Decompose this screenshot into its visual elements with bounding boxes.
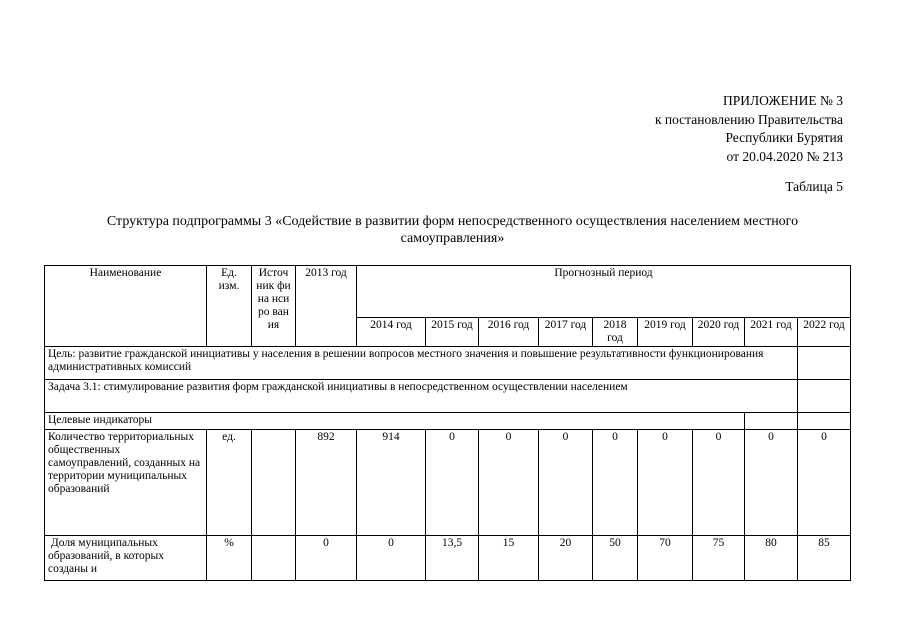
appendix-line-date: от 20.04.2020 № 213: [726, 148, 843, 164]
row-value: 75: [693, 536, 745, 581]
header-unit: Ед. изм.: [207, 266, 252, 347]
subprogram-structure-table: [44, 265, 851, 581]
header-year: 2015 год: [426, 318, 479, 347]
header-year: 2021 год: [745, 318, 798, 347]
task-row: [45, 380, 851, 413]
row-value: 15: [479, 536, 539, 581]
row-value: 50: [593, 536, 638, 581]
row-name: Доля муниципальных образований, в которых созданы и: [45, 536, 207, 581]
indicators-empty-cell: [798, 413, 851, 430]
goal-empty-cell: [798, 347, 851, 380]
goal-row: [45, 347, 851, 380]
row-value: 0: [638, 430, 693, 536]
row-value: 0: [798, 430, 851, 536]
header-source: Источ ник фина нсиро вания: [252, 266, 296, 347]
row-value: 892: [296, 430, 357, 536]
indicators-label: Целевые индикаторы: [45, 413, 745, 430]
row-value: 20: [539, 536, 593, 581]
row-value: 85: [798, 536, 851, 581]
appendix-title: ПРИЛОЖЕНИЕ № 3: [722, 93, 843, 108]
appendix-line-resolution: к постановлению Правительства: [654, 111, 843, 127]
row-source: [252, 536, 296, 581]
table-row: [45, 536, 851, 581]
row-value: 0: [426, 430, 479, 536]
row-source: [252, 430, 296, 536]
row-value: 13,5: [426, 536, 479, 581]
row-name: Количество территориальных общественных самоуправлений, созданных на территории муниципальных образований: [45, 430, 207, 536]
row-value: 0: [539, 430, 593, 536]
header-row-top: [45, 266, 851, 318]
row-value: 0: [479, 430, 539, 536]
indicators-row: [45, 413, 851, 430]
document-title: Структура подпрограммы 3 «Содействие в развитии форм непосредственного осуществления населением местного самоуправления»: [106, 214, 799, 246]
header-year: 2020 год: [693, 318, 745, 347]
header-2013: 2013 год: [296, 266, 357, 347]
header-year: 2022 год: [798, 318, 851, 347]
header-name: Наименование: [45, 266, 207, 347]
row-value: 0: [357, 536, 426, 581]
goal-text: Цель: развитие гражданской инициативы у населения в решении вопросов местного значения и повышение результативности функционирования административных комиссий: [45, 347, 798, 380]
row-value: 0: [693, 430, 745, 536]
header-forecast-period: Прогнозный период: [357, 266, 851, 318]
appendix-line-republic: Республики Бурятия: [725, 130, 843, 145]
appendix-block: [655, 92, 843, 166]
row-value: 80: [745, 536, 798, 581]
table-row: [45, 430, 851, 536]
row-unit: ед.: [207, 430, 252, 536]
row-value: 0: [296, 536, 357, 581]
row-value: 914: [357, 430, 426, 536]
header-year: 2019 год: [638, 318, 693, 347]
row-value: 0: [593, 430, 638, 536]
row-value: 0: [745, 430, 798, 536]
task-text: Задача 3.1: стимулирование развития форм гражданской инициативы в непосредственном осуществлении населением: [45, 380, 798, 413]
header-year: 2014 год: [357, 318, 426, 347]
table-number: Таблица 5: [785, 179, 843, 194]
indicators-empty-cell: [745, 413, 798, 430]
row-value: 70: [638, 536, 693, 581]
header-year: 2018 год: [593, 318, 638, 347]
task-empty-cell: [798, 380, 851, 413]
header-year: 2017 год: [539, 318, 593, 347]
row-unit: %: [207, 536, 252, 581]
header-year: 2016 год: [479, 318, 539, 347]
